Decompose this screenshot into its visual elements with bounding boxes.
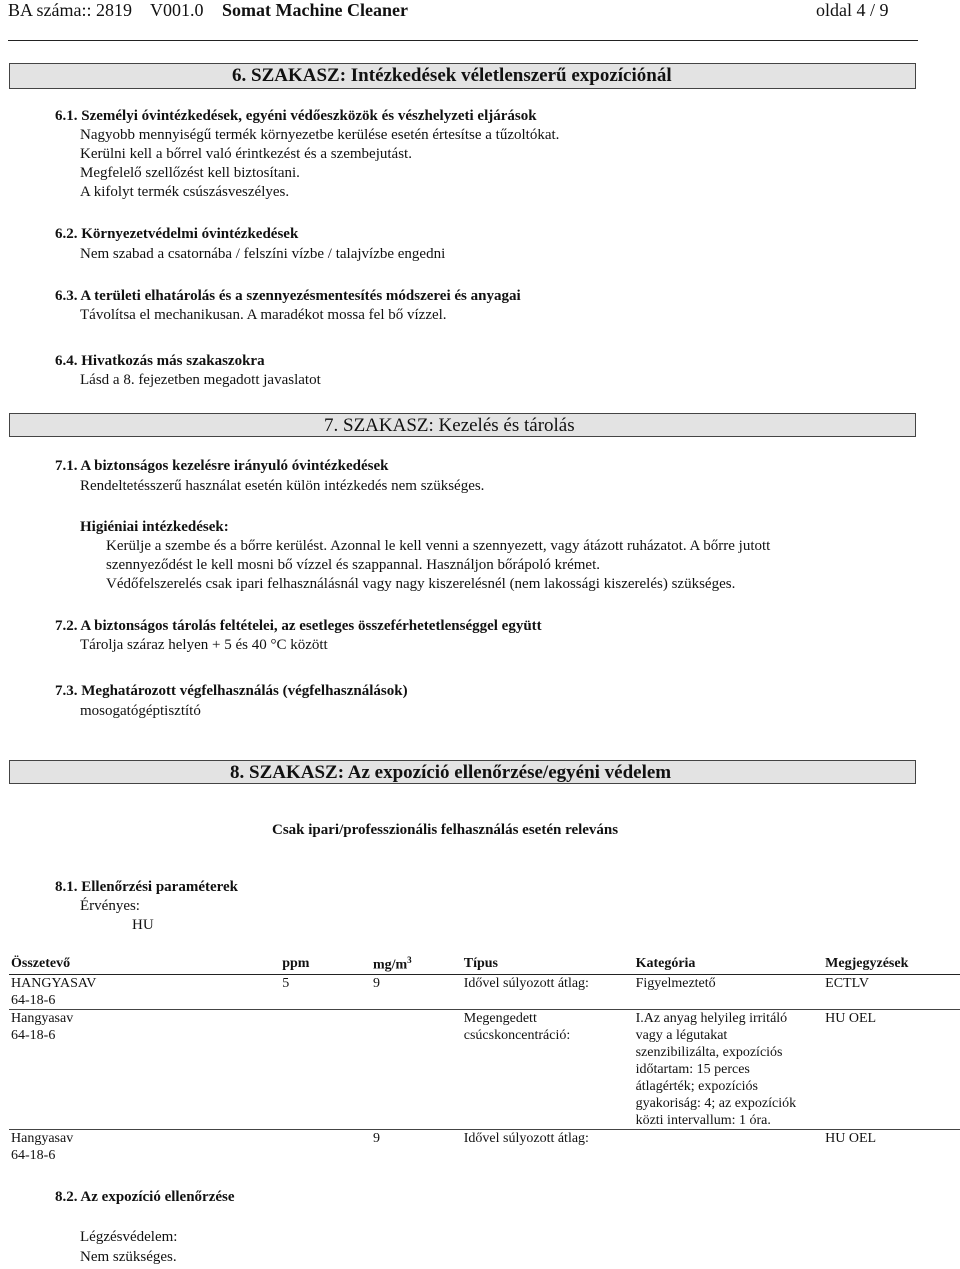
section-6-3-title: 6.3. A területi elhatárolás és a szennyezésmentesítés módszerei és anyagai bbox=[55, 288, 521, 304]
cell-mgm3: 9 bbox=[371, 974, 462, 1009]
cas-number: 64-18-6 bbox=[11, 992, 56, 1008]
valid-label: Érvényes: bbox=[80, 898, 140, 914]
hygiene-title: Higiéniai intézkedések: bbox=[80, 519, 229, 535]
section-8-1-title: 8.1. Ellenőrzési paraméterek bbox=[55, 879, 239, 895]
section-6-1-line: Kerülni kell a bőrrel való érintkezést és a szembejutást. bbox=[80, 146, 412, 162]
product-name: Somat Machine Cleaner bbox=[222, 0, 408, 20]
hygiene-line: Kerülje a szembe és a bőrre kerülést. Azonnal le kell venni a szennyezett, vagy átázott ruházatot. A bőrre jutott bbox=[106, 538, 771, 554]
component-name: HANGYASAV bbox=[11, 975, 97, 991]
section-6-1-line: Nagyobb mennyiségű termék környezetbe kerülése esetén értesítse a tűzoltókat. bbox=[80, 127, 560, 143]
section-7-1-line: Rendeltetésszerű használat esetén külön intézkedés nem szükséges. bbox=[80, 478, 485, 494]
section8-band bbox=[9, 760, 916, 784]
cell-type: Idővel súlyozott átlag: bbox=[462, 974, 634, 1009]
table-row bbox=[9, 1009, 960, 1129]
table-row bbox=[9, 974, 960, 1009]
hygiene-line: szennyeződést le kell mosni bő vízzel és szappannal. Használjon bőrápoló krémet. bbox=[106, 557, 601, 573]
cell-ppm bbox=[280, 1129, 371, 1164]
col-header-mgm3 bbox=[371, 955, 462, 974]
table-header-row bbox=[9, 955, 960, 974]
section8-subtitle: Csak ipari/professzionális felhasználás esetén releváns bbox=[272, 822, 619, 838]
col-header-ppm: ppm bbox=[280, 955, 371, 974]
section-7-3-line: mosogatógéptisztító bbox=[80, 703, 201, 719]
cell-ppm: 5 bbox=[280, 974, 371, 1009]
section-6-3-line: Távolítsa el mechanikusan. A maradékot mossa fel bő vízzel. bbox=[80, 307, 447, 323]
respiratory-value: Nem szükséges. bbox=[80, 1249, 177, 1265]
cell-notes: ECTLV bbox=[823, 974, 960, 1009]
cell-type: Megengedett csúcskoncentráció: bbox=[462, 1009, 634, 1129]
cell-notes: HU OEL bbox=[823, 1009, 960, 1129]
cell-category bbox=[634, 1129, 824, 1164]
col-header-component: Összetevő bbox=[9, 955, 280, 974]
cell-mgm3 bbox=[371, 1009, 462, 1129]
cell-component bbox=[9, 974, 280, 1009]
hygiene-line: Védőfelszerelés csak ipari felhasználásnál vagy nagy kiszerelésnél (nem lakossági kiszerelés) szükséges. bbox=[106, 576, 736, 592]
component-name: Hangyasav bbox=[11, 1010, 74, 1026]
page-number: oldal 4 / 9 bbox=[816, 0, 889, 20]
cell-component bbox=[9, 1009, 280, 1129]
col-header-category: Kategória bbox=[634, 955, 824, 974]
cell-type: Idővel súlyozott átlag: bbox=[463, 1130, 589, 1146]
section6-band bbox=[9, 63, 916, 89]
cell-notes: HU OEL bbox=[825, 1130, 877, 1146]
section7-title: 7. SZAKASZ: Kezelés és tárolás bbox=[324, 415, 575, 436]
section-7-2-line: Tárolja száraz helyen + 5 és 40 °C között bbox=[80, 637, 328, 653]
section-8-2-title: 8.2. Az expozíció ellenőrzése bbox=[55, 1189, 235, 1205]
col-header-type: Típus bbox=[462, 955, 634, 974]
section8-title: 8. SZAKASZ: Az expozíció ellenőrzése/egyéni védelem bbox=[230, 762, 672, 783]
section-6-1-line: Megfelelő szellőzést kell biztosítani. bbox=[80, 165, 300, 181]
section-6-2-title: 6.2. Környezetvédelmi óvintézkedések bbox=[55, 226, 299, 242]
cas-number: 64-18-6 bbox=[11, 1027, 56, 1043]
respiratory-label: Légzésvédelem: bbox=[80, 1229, 178, 1245]
section-7-1-title: 7.1. A biztonságos kezelésre irányuló óvintézkedések bbox=[55, 458, 389, 474]
unit-exponent: 3 bbox=[407, 955, 412, 965]
section-6-4-title: 6.4. Hivatkozás más szakaszokra bbox=[55, 353, 265, 369]
cas-number: 64-18-6 bbox=[11, 1147, 56, 1163]
section-6-2-line: Nem szabad a csatornába / felszíni vízbe / talajvízbe engedni bbox=[80, 246, 446, 262]
cell-mgm3: 9 bbox=[372, 1130, 380, 1146]
table-row bbox=[9, 1129, 960, 1164]
section-6-1-title: 6.1. Személyi óvintézkedések, egyéni védőeszközök és vészhelyzeti eljárások bbox=[55, 108, 537, 124]
section-6-4-line: Lásd a 8. fejezetben megadott javaslatot bbox=[80, 372, 321, 388]
section7-band bbox=[9, 413, 916, 437]
section-6-1-line: A kifolyt termék csúszásveszélyes. bbox=[80, 184, 290, 200]
unit-mgm: mg/m bbox=[372, 957, 408, 973]
section6-title: 6. SZAKASZ: Intézkedések véletlenszerű expozíciónál bbox=[232, 65, 672, 86]
valid-value: HU bbox=[132, 917, 154, 933]
section-7-3-title: 7.3. Meghatározott végfelhasználás (végfelhasználások) bbox=[55, 683, 408, 699]
exposure-limits-table bbox=[9, 955, 960, 1164]
header-rule bbox=[8, 40, 918, 41]
cell-category: I.Az anyag helyileg irritáló vagy a légutakat szenzibilizálta, expozíciós időtartam: 15 perces átlagérték; expozíciós gyakoriság: 4; az expozíciók közti intervallum: 1 óra. bbox=[634, 1009, 824, 1129]
document-number: BA száma:: 2819 bbox=[8, 0, 132, 20]
document-version: V001.0 bbox=[150, 0, 204, 20]
cell-component bbox=[9, 1129, 280, 1164]
section-7-2-title: 7.2. A biztonságos tárolás feltételei, az esetleges összeférhetetlenséggel együtt bbox=[55, 618, 542, 634]
cell-ppm bbox=[280, 1009, 371, 1129]
component-name: Hangyasav bbox=[11, 1130, 74, 1146]
cell-category: Figyelmeztető bbox=[634, 974, 824, 1009]
col-header-notes: Megjegyzések bbox=[823, 955, 960, 974]
